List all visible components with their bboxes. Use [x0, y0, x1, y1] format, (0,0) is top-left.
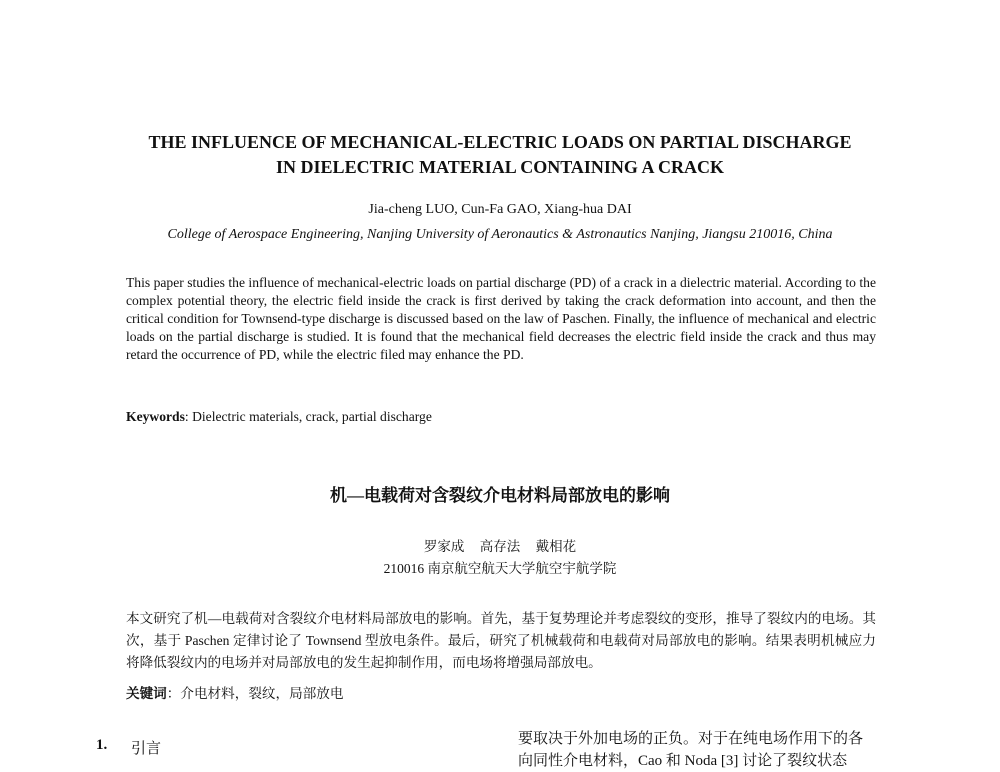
right-column-line-2: 向同性介电材料，Cao 和 Noda [3] 讨论了裂纹状态	[518, 753, 848, 769]
english-keywords	[126, 409, 432, 425]
chinese-keywords-label: 关键词	[126, 686, 167, 701]
english-keywords-label: Keywords	[126, 409, 185, 424]
english-abstract: This paper studies the influence of mechanical-electric loads on partial discharge (PD) of a crack in a dielectric material. According to the complex potential theory, the electric field inside the crack is first derived by taking the crack deformation into account, and then the critical condition for Townsend-type discharge is discussed based on the law of Paschen. Finally, the influence of mechanical and electric loads on the partial discharge is studied. It is found that the mechanical field decreases the electric field inside the crack and thus may retard the occurrence of PD, while the electric filed may enhance the PD.	[126, 275, 876, 362]
english-title-line-2: IN DIELECTRIC MATERIAL CONTAINING A CRACK	[276, 157, 724, 177]
english-keywords-text: : Dielectric materials, crack, partial discharge	[184, 409, 432, 424]
english-title	[0, 130, 1000, 180]
english-title-line-1: THE INFLUENCE OF MECHANICAL-ELECTRIC LOADS ON PARTIAL DISCHARGE	[148, 132, 852, 152]
chinese-title: 机—电载荷对含裂纹介电材料局部放电的影响	[330, 486, 670, 505]
chinese-authors: 罗家成 高存法 戴相花	[423, 539, 577, 554]
section-title: 引言	[131, 741, 162, 757]
chinese-keywords-text: ：介电材料，裂纹，局部放电	[166, 686, 344, 701]
english-authors: Jia-cheng LUO, Cun-Fa GAO, Xiang-hua DAI	[368, 202, 632, 217]
section-number: 1.	[96, 737, 108, 753]
right-column-line-1: 要取决于外加电场的正负。对于在纯电场作用下的各	[518, 731, 864, 747]
chinese-keywords	[126, 682, 344, 702]
right-column-text	[518, 728, 908, 772]
english-affiliation: College of Aerospace Engineering, Nanjing University of Aeronautics & Astronautics Nanjing, Jiangsu 210016, China	[167, 227, 833, 242]
chinese-abstract: 本文研究了机—电载荷对含裂纹介电材料局部放电的影响。首先，基于复势理论并考虑裂纹的变形，推导了裂纹内的电场。其次，基于 Paschen 定律讨论了 Townsend 型放电条件。最后，研究了机械载荷和电载荷对局部放电的影响。结果表明机械应力将降低裂纹内的电场并对局部放电的发生起抑制作用，而电场将增强局部放电。	[126, 611, 876, 670]
chinese-affiliation: 210016 南京航空航天大学航空宇航学院	[383, 561, 617, 576]
